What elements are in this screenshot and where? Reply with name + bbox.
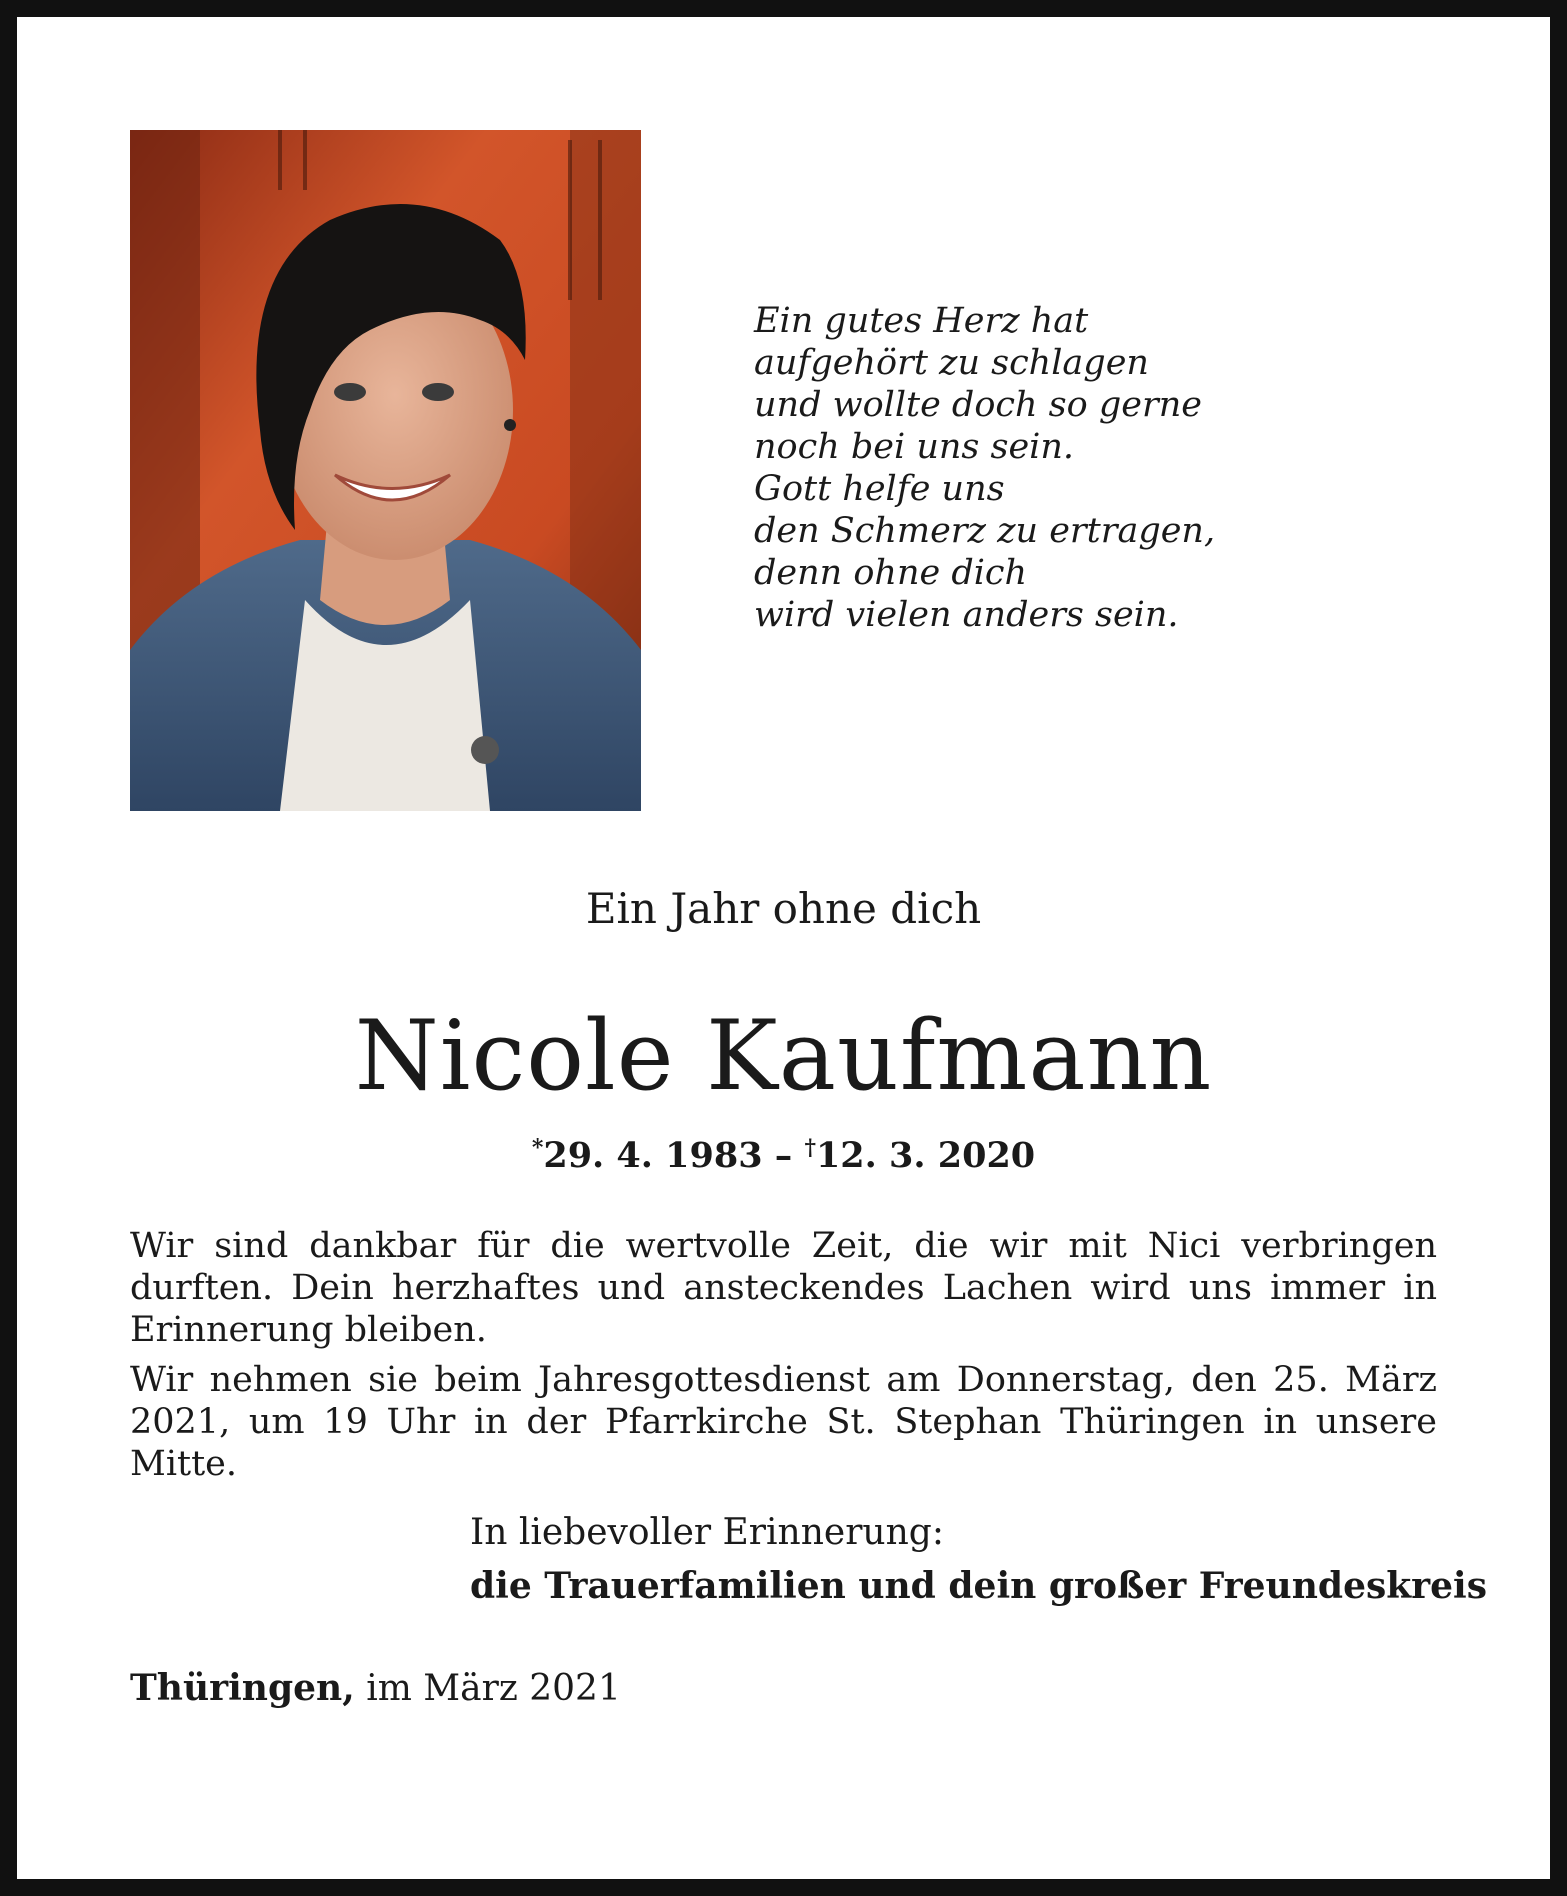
portrait-photo	[130, 130, 641, 811]
memory-label: In liebevoller Erinnerung:	[470, 1512, 944, 1553]
subtitle: Ein Jahr ohne dich	[585, 884, 982, 933]
portrait-illustration	[130, 130, 641, 811]
date-separator: –	[762, 1135, 805, 1176]
place-date: im März 2021	[354, 1668, 621, 1709]
poem-line: Ein gutes Herz hat	[754, 301, 1089, 341]
life-dates	[0, 1125, 1567, 1179]
poem-line: Gott helfe uns	[754, 469, 1005, 509]
mourners: die Trauerfamilien und dein großer Freundeskreis	[470, 1565, 1487, 1607]
poem-line: denn ohne dich	[754, 553, 1028, 593]
poem-line: wird vielen anders sein.	[754, 595, 1179, 635]
poem-line: aufgehört zu schlagen	[754, 343, 1149, 383]
paragraph-service: Wir nehmen sie beim Jahresgottesdienst am Donnerstag, den 25. März 2021, um 19 Uhr in der Pfarrkirche St. Stephan Thüringen in unsere Mitte.	[130, 1360, 1437, 1484]
death-symbol: †	[804, 1135, 816, 1161]
deceased-name: Nicole Kaufmann	[354, 1000, 1213, 1112]
poem-line: und wollte doch so gerne	[754, 385, 1202, 425]
place-and-date	[130, 1666, 621, 1711]
birth-date: 29. 4. 1983	[543, 1135, 763, 1176]
paragraph-gratitude: Wir sind dankbar für die wertvolle Zeit, die wir mit Nici verbringen durften. Dein herzhaftes und ansteckendes Lachen wird uns immer in Erinnerung bleiben.	[130, 1226, 1437, 1350]
place-city: Thüringen,	[130, 1667, 355, 1709]
body-text	[130, 1225, 1437, 1493]
birth-symbol: *	[531, 1135, 544, 1161]
poem	[754, 300, 1314, 636]
poem-line: noch bei uns sein.	[754, 427, 1075, 467]
death-date: 12. 3. 2020	[815, 1135, 1036, 1176]
poem-line: den Schmerz zu ertragen,	[754, 511, 1216, 551]
